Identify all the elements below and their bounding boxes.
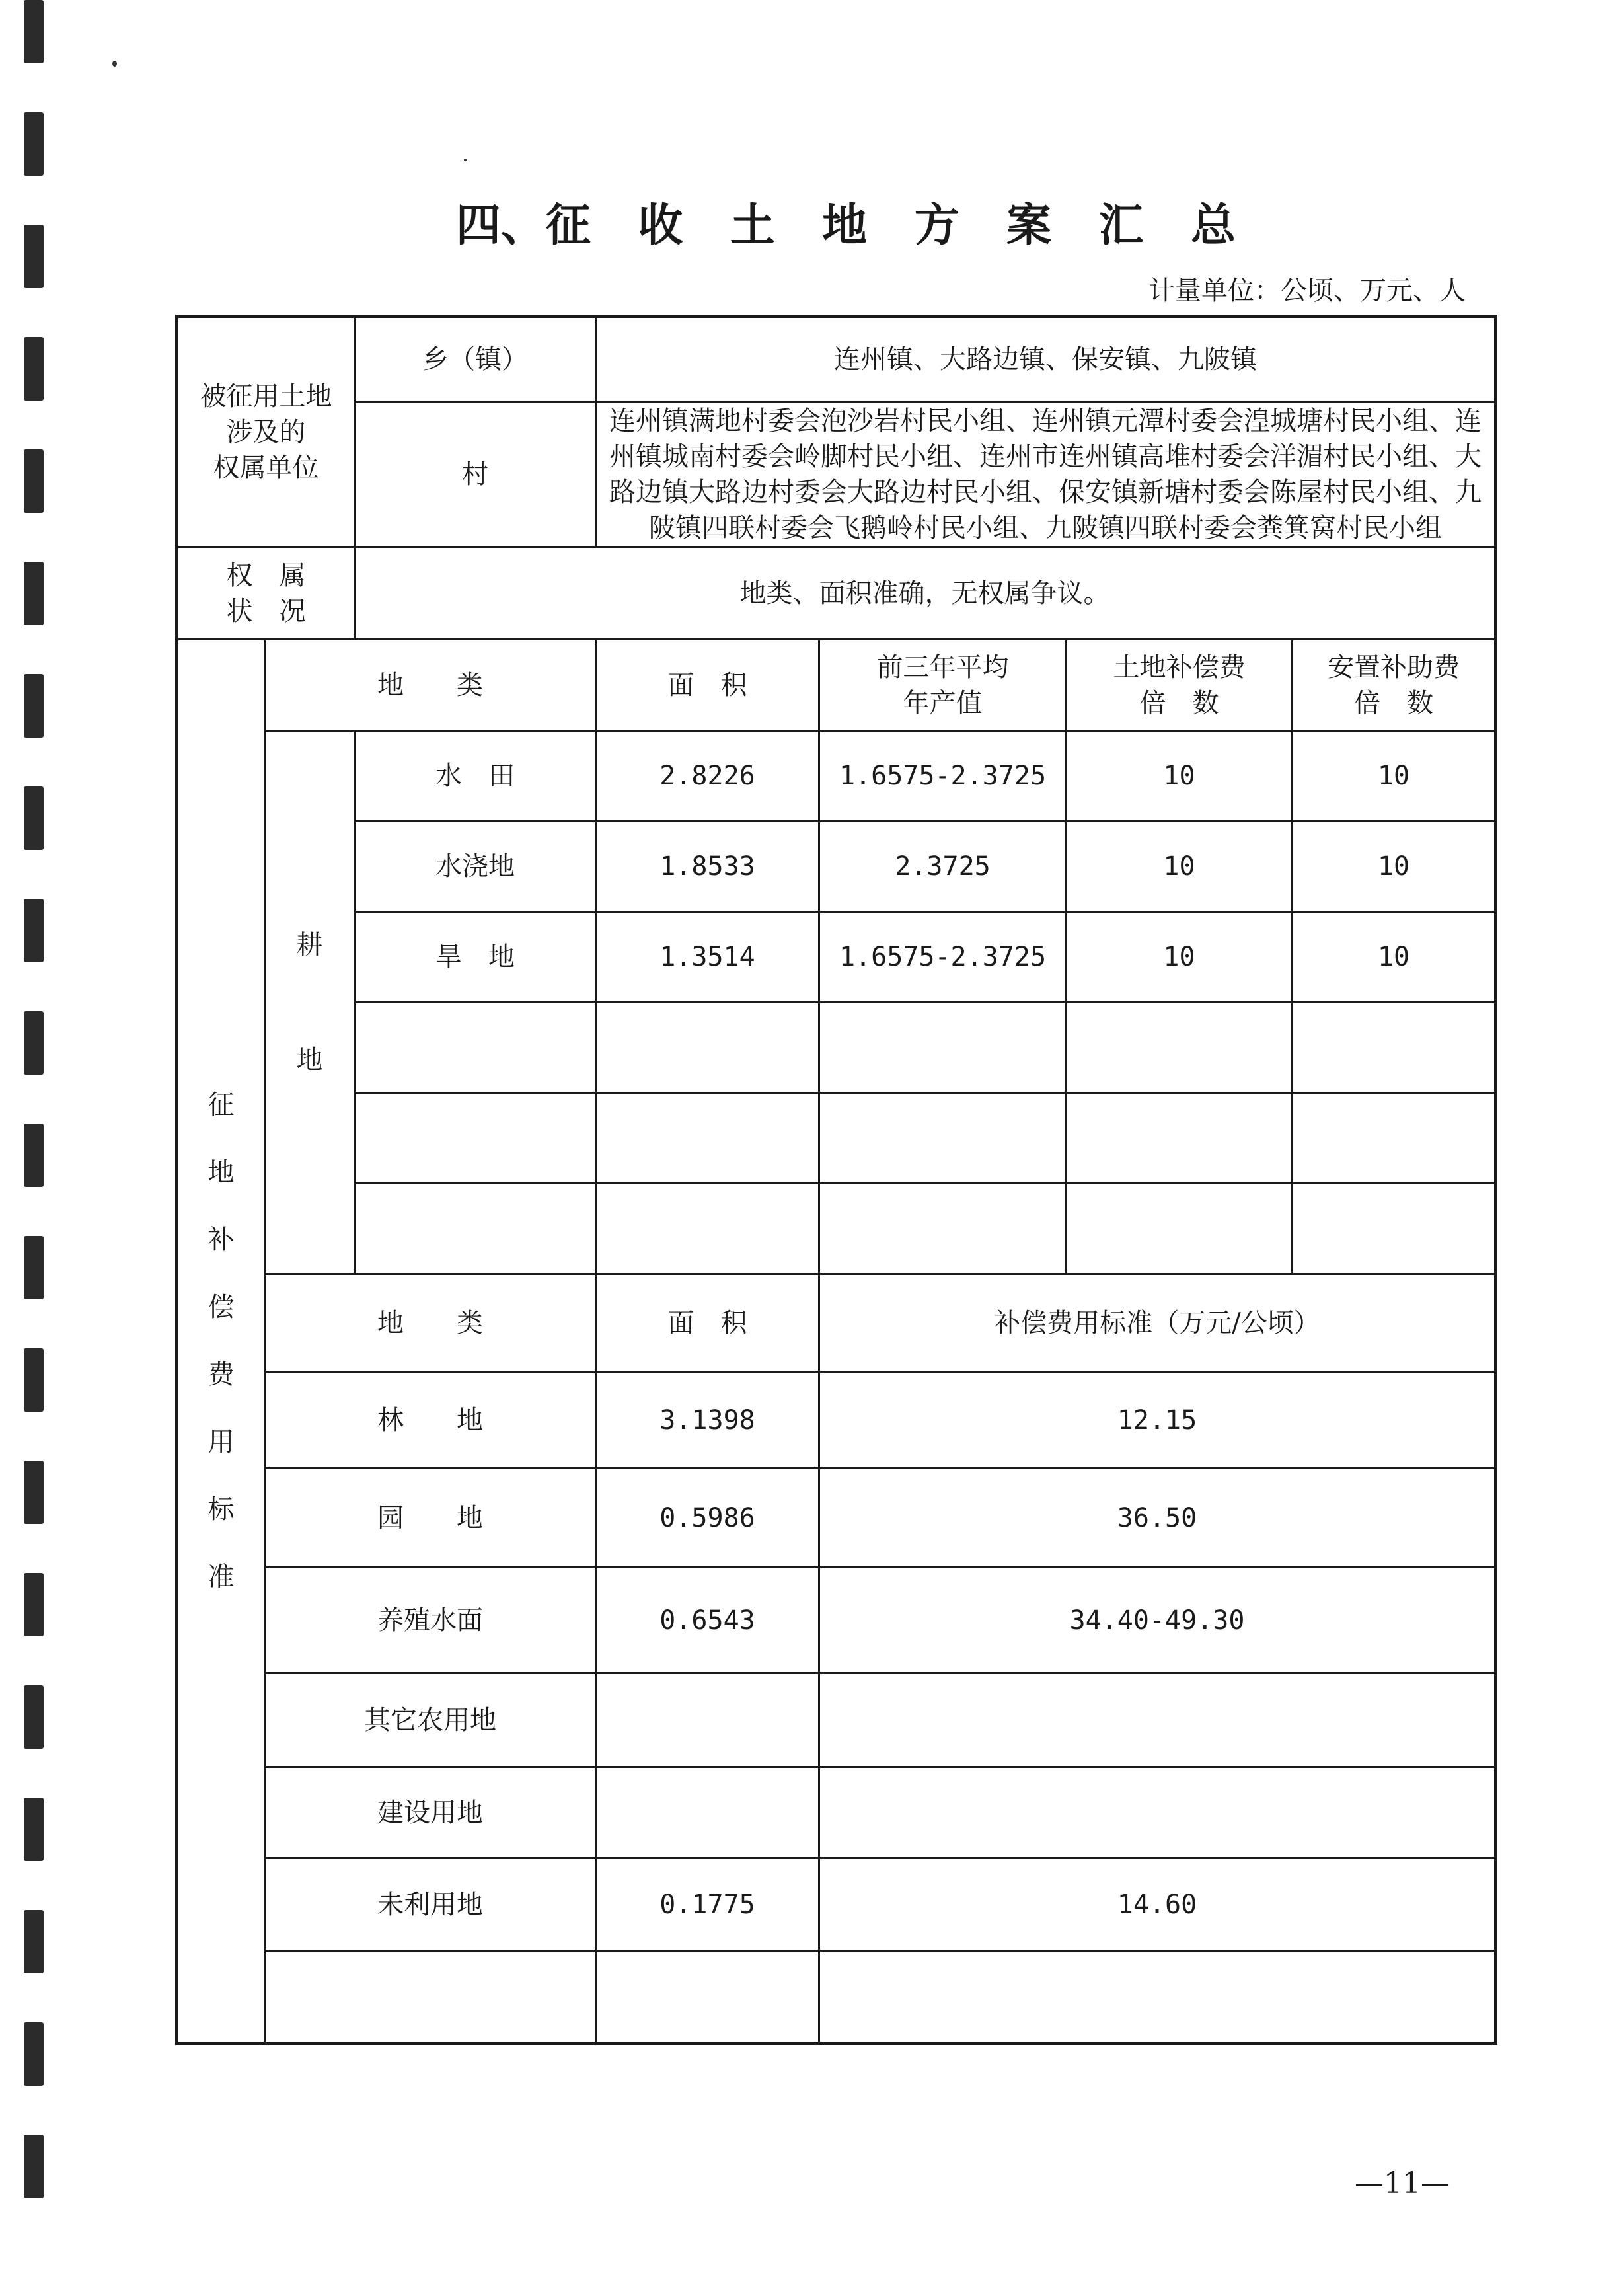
binding-hole (24, 899, 44, 962)
binding-hole (24, 786, 44, 850)
land-type-cell: 水 田 (355, 731, 596, 822)
resettle-multiple-cell: 10 (1293, 912, 1496, 1003)
title-char: 收 (638, 198, 683, 252)
land-type-cell: 园 地 (265, 1469, 596, 1568)
area-cell: 1.3514 (596, 912, 819, 1003)
area-cell: 0.1775 (596, 1858, 819, 1951)
table-row (177, 822, 1496, 912)
ownership-label-cell (177, 317, 355, 547)
table-row (177, 1568, 1496, 1673)
table-row (177, 1372, 1496, 1469)
title-char: 总 (1190, 198, 1236, 252)
table-row (177, 731, 1496, 822)
binding-hole (24, 449, 44, 513)
area-cell: 0.5986 (596, 1469, 819, 1568)
binding-hole (24, 1011, 44, 1075)
header-area: 面 积 (596, 1274, 819, 1372)
area-cell (596, 1767, 819, 1858)
table-row (177, 1767, 1496, 1858)
title-char: 案 (1006, 198, 1052, 252)
area-cell: 3.1398 (596, 1372, 819, 1469)
resettle-multiple-cell: 10 (1293, 822, 1496, 912)
header-resettle-multiple: 安置补助费 倍 数 (1293, 640, 1496, 731)
binding-hole (24, 1348, 44, 1412)
resettle-multiple-cell: 10 (1293, 731, 1496, 822)
land-type-cell: 旱 地 (355, 912, 596, 1003)
page-title (456, 185, 1236, 258)
binding-hole (24, 1236, 44, 1299)
title-char: 方 (914, 198, 959, 252)
land-type-cell: 建设用地 (265, 1767, 596, 1858)
table-row (177, 1673, 1496, 1767)
binding-hole (24, 225, 44, 288)
title-char: 地 (822, 198, 868, 252)
header-avg-output: 前三年平均 年产值 (819, 640, 1067, 731)
compensation-standard-label: 征 地 补 偿 费 用 标 准 (177, 640, 265, 2044)
binding-hole (24, 674, 44, 738)
binding-hole (24, 1461, 44, 1524)
rights-label: 权 属 状 况 (177, 547, 355, 640)
scan-speck (112, 61, 117, 67)
binding-hole (24, 2135, 44, 2198)
header-comp-multiple: 土地补偿费 倍 数 (1067, 640, 1293, 731)
table-row (177, 912, 1496, 1003)
title-char: 土 (730, 198, 775, 252)
header-standard: 补偿费用标准（万元/公顷） (819, 1274, 1496, 1372)
standard-cell: 34.40-49.30 (819, 1568, 1496, 1673)
table-row-empty (177, 1951, 1496, 2044)
land-type-cell: 林 地 (265, 1372, 596, 1469)
land-type-cell: 未利用地 (265, 1858, 596, 1951)
header-land-type: 地 类 (265, 1274, 596, 1372)
area-cell (596, 1673, 819, 1767)
area-cell: 1.8533 (596, 822, 819, 912)
header-land-type: 地 类 (265, 640, 596, 731)
binding-hole (24, 562, 44, 625)
land-type-cell: 养殖水面 (265, 1568, 596, 1673)
standard-cell: 12.15 (819, 1372, 1496, 1469)
cultivated-land-label: 耕 地 (265, 731, 355, 1274)
output-cell: 1.6575-2.3725 (819, 912, 1067, 1003)
title-char: 汇 (1098, 198, 1144, 252)
township-value: 连州镇、大路边镇、保安镇、九陂镇 (596, 317, 1496, 402)
binding-hole (24, 1573, 44, 1636)
standard-cell (819, 1673, 1496, 1767)
standard-cell: 14.60 (819, 1858, 1496, 1951)
table-row-empty (177, 1003, 1496, 1093)
area-cell: 2.8226 (596, 731, 819, 822)
table-row (177, 1858, 1496, 1951)
binding-hole (24, 2022, 44, 2086)
binding-hole (24, 1685, 44, 1749)
binding-hole (24, 1910, 44, 1973)
area-cell: 0.6543 (596, 1568, 819, 1673)
output-cell: 1.6575-2.3725 (819, 731, 1067, 822)
rights-value: 地类、面积准确，无权属争议。 (355, 547, 1496, 640)
table-row (177, 1469, 1496, 1568)
binding-hole (24, 1124, 44, 1187)
village-label: 村 (355, 402, 596, 547)
comp-multiple-cell: 10 (1067, 822, 1293, 912)
binding-holes (24, 0, 46, 2296)
township-label: 乡（镇） (355, 317, 596, 402)
page-number: —11— (1355, 2166, 1450, 2200)
standard-cell: 36.50 (819, 1469, 1496, 1568)
table-row-empty (177, 1184, 1496, 1274)
header-area: 面 积 (596, 640, 819, 731)
scan-speck (464, 159, 467, 161)
table-row-empty (177, 1093, 1496, 1184)
comp-multiple-cell: 10 (1067, 912, 1293, 1003)
comp-multiple-cell: 10 (1067, 731, 1293, 822)
binding-hole (24, 337, 44, 401)
binding-hole (24, 1798, 44, 1861)
title-char: 四、征 (456, 198, 591, 252)
output-cell: 2.3725 (819, 822, 1067, 912)
standard-cell (819, 1767, 1496, 1858)
land-expropriation-summary-table (175, 315, 1497, 2045)
binding-hole (24, 0, 44, 63)
land-type-cell: 水浇地 (355, 822, 596, 912)
binding-hole (24, 112, 44, 176)
village-value: 连州镇满地村委会泡沙岩村民小组、连州镇元潭村委会湟城塘村民小组、连州镇城南村委会岭脚村民小组、连州市连州镇高堆村委会洋湄村民小组、大路边镇大路边村委会大路边村民小组、保安镇新塘村委会陈屋村民小组、九陂镇四联村委会飞鹅岭村民小组、九陂镇四联村委会粪箕窝村民小组 (596, 402, 1496, 547)
land-type-cell: 其它农用地 (265, 1673, 596, 1767)
ownership-label: 被征用土地 涉及的 权属单位 (200, 381, 332, 483)
measurement-unit: 计量单位：公顷、万元、人 (1148, 276, 1466, 306)
